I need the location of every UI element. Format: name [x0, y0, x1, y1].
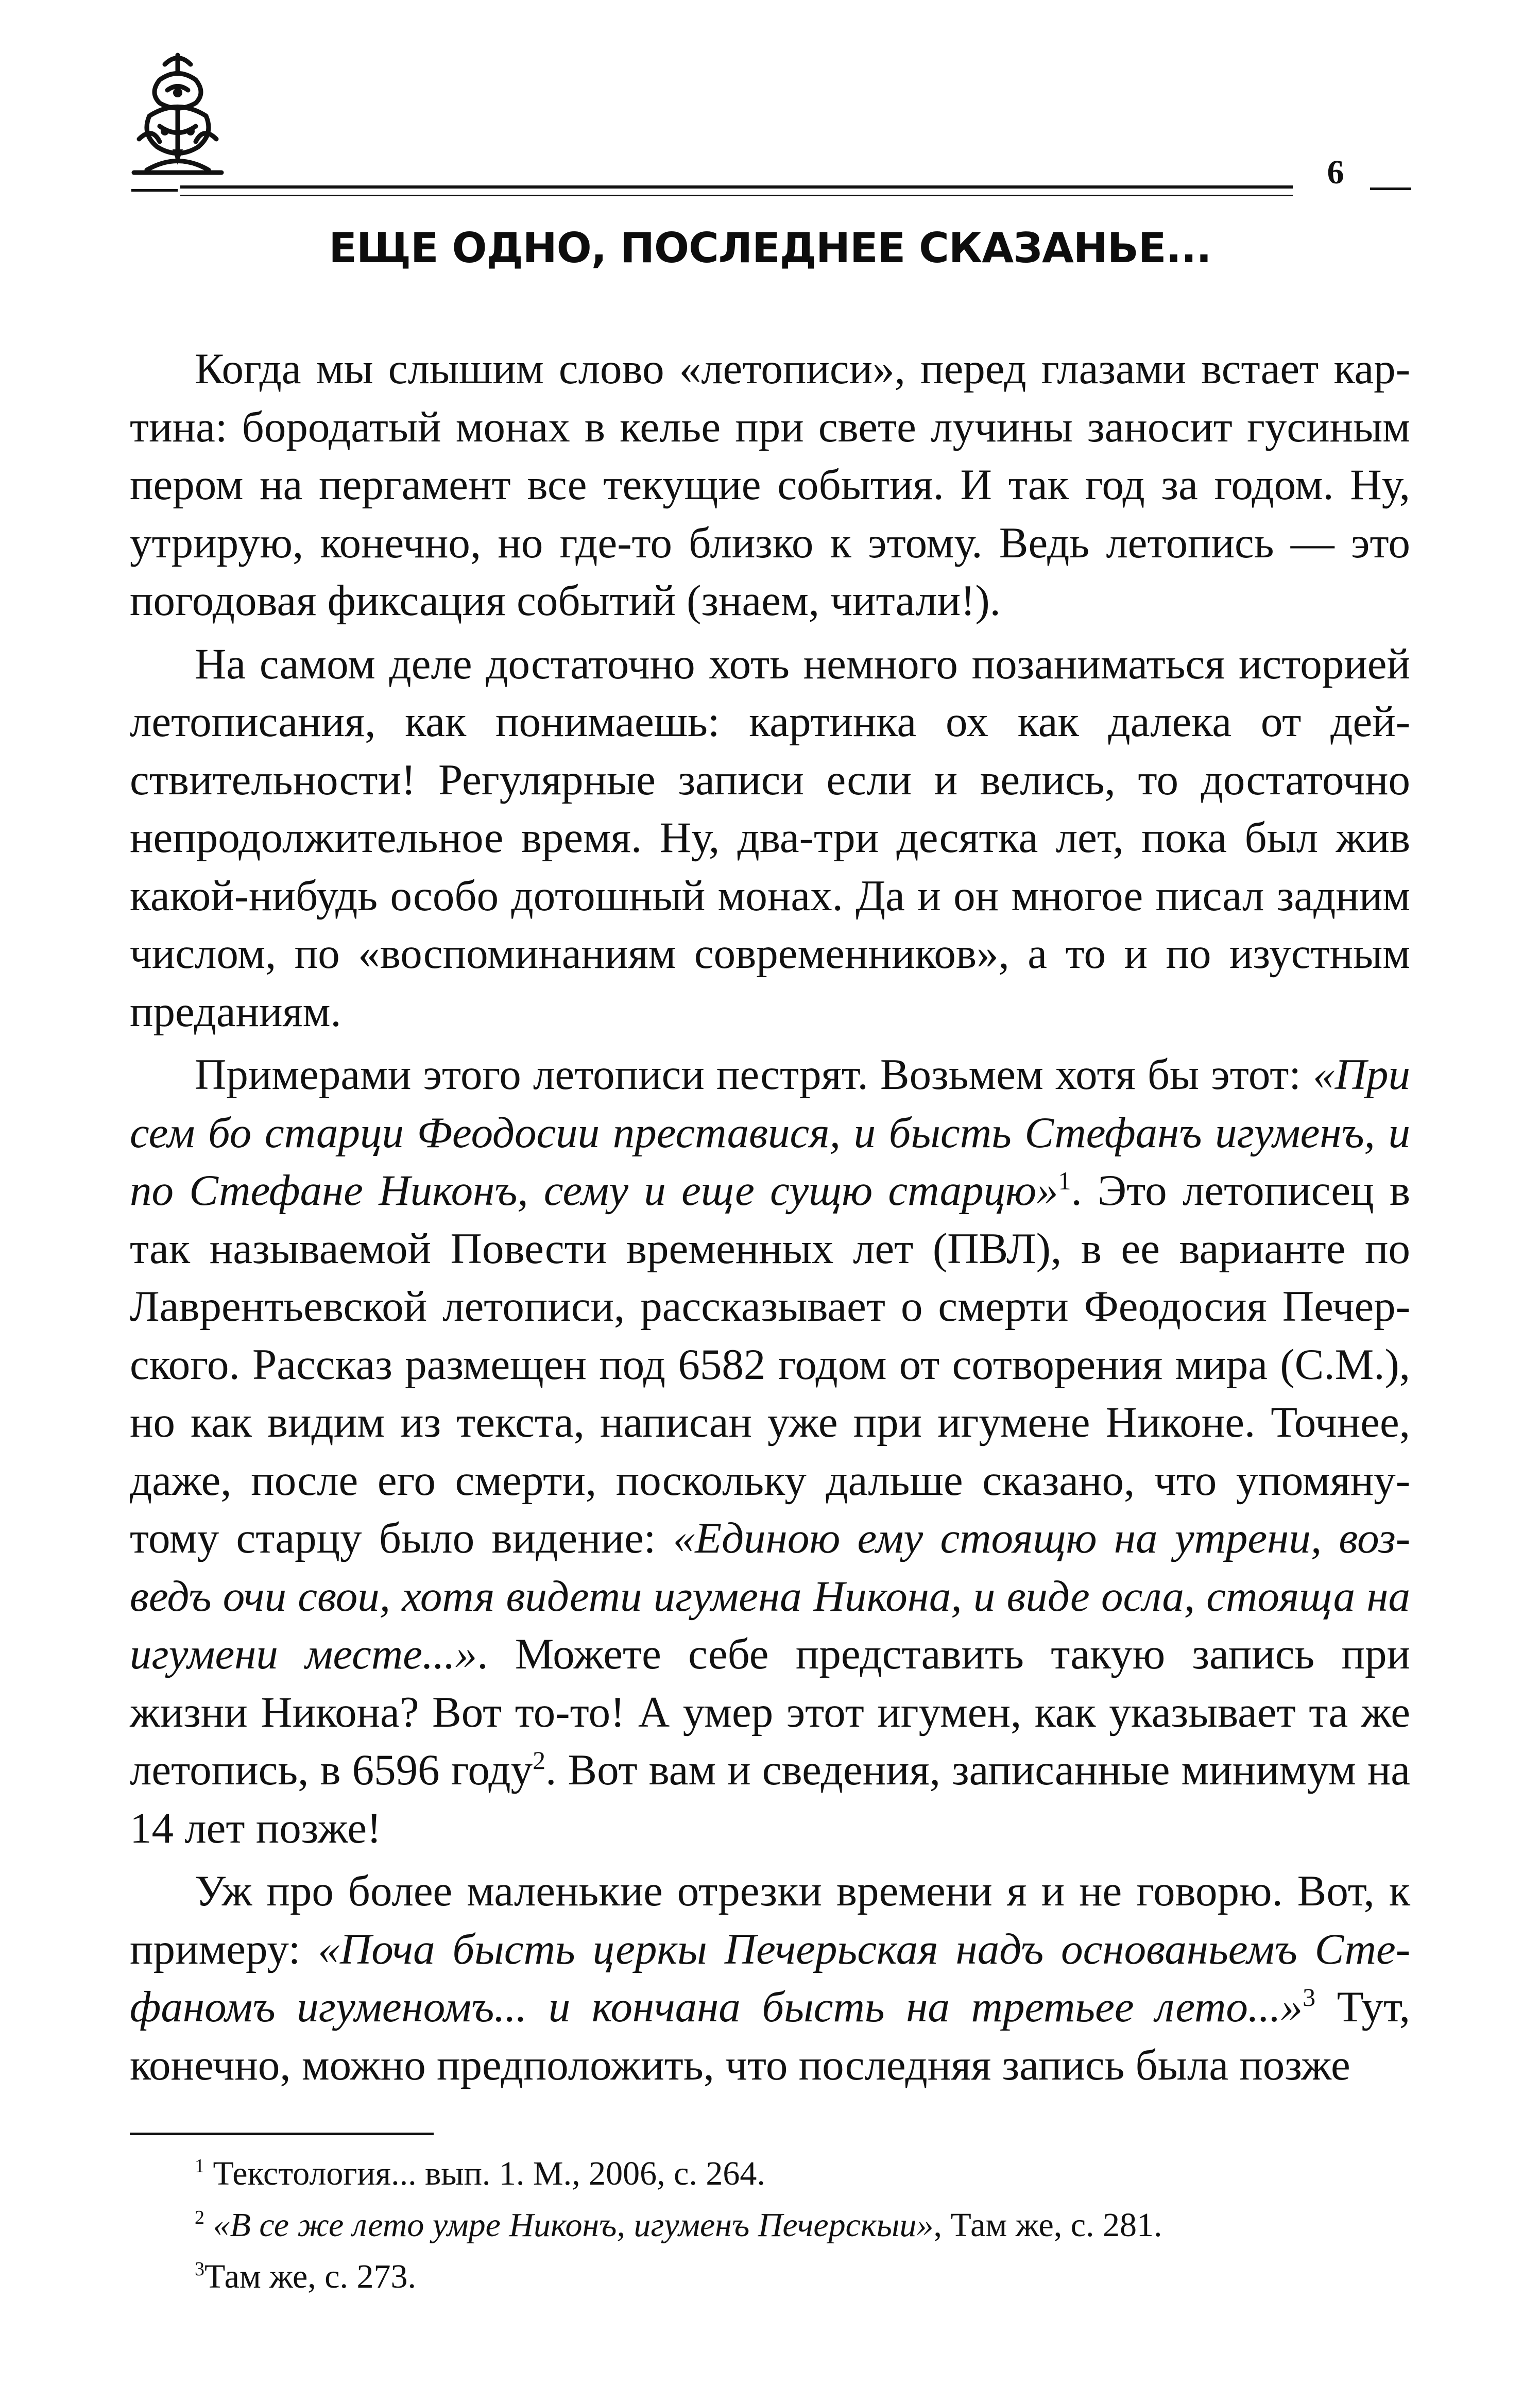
- footnotes: [130, 2148, 1410, 2303]
- page-number: 6: [1327, 154, 1344, 191]
- paragraph-4-text-a: Уж про более маленькие отрезки времени я и не говорю. Вот, к примеру:: [130, 1867, 1410, 1973]
- footnote-2: [130, 2200, 1410, 2251]
- footnote-3: [130, 2251, 1410, 2303]
- paragraph-3-text-b: . Это летописец в так называемой Повести временных лет (ПВЛ), в ее варианте по Лаврентьевской летописи, рассказывает о смерти Феодосия Печерского. Рассказ размещен под 6582 годом от сотворения мира (С.М.), но как видим из текста, написан уже при игумене Никоне. Точнее, даже, после его смерти, поскольку дальше сказано, что упомянутому старцу было видение:: [130, 1166, 1410, 1562]
- footnote-1: [130, 2148, 1410, 2200]
- footnote-1-number: 1: [195, 2155, 204, 2177]
- paragraph-3-text-d: . Вот вам и сведения, записанные минимум на 14 лет позже!: [130, 1746, 1410, 1852]
- decorative-knot-emblem-icon: [129, 49, 227, 178]
- footnote-1-text: Текстология... вып. 1. М., 2006, с. 264.: [213, 2155, 765, 2192]
- footnote-separator: [130, 2133, 434, 2135]
- footnote-2-quote: «В се же лето умре Никонъ, игуменъ Печерскыи»: [213, 2206, 934, 2244]
- chronicle-quote-2: «Единою ему стоящю на утрени, возведъ очи свои, хотя видети игумена Никона, и виде осла, стояща на игумени месте...»: [130, 1514, 1411, 1678]
- paragraph-2: На самом деле достаточно хоть немного позаниматься историей летописания, как понимаешь: картинка ох как далека от действительности! Регулярные записи если и велись, то достаточно непродолжительное время. Ну, два-три десятка лет, пока был жив какой-нибудь особо дотошный монах. Да и он многое писал задним числом, по «воспоминаниям современников», а то и по изустным преданиям.: [130, 639, 1410, 1036]
- footnote-ref-3: 3: [1303, 1983, 1316, 2012]
- footnote-3-text: Там же, с. 273.: [204, 2258, 417, 2295]
- paragraph-4: [130, 1862, 1410, 2094]
- chapter-title: ЕЩЕ ОДНО, ПОСЛЕДНЕЕ СКАЗАНЬЕ...: [329, 224, 1211, 272]
- header-rule-main-bottom: [180, 195, 1293, 196]
- paragraph-3-text-c: . Можете себе представить такую запись при жизни Никона? Вот то-то! А умер этот игумен, как указывает та же летопись, в 6596 году: [130, 1630, 1411, 1794]
- chronicle-quote-3: «Поча бысть церкы Печерьская надъ основаньемъ Стефаномъ игуменомъ... и кончана бысть на третьее лето...»: [130, 1924, 1410, 2031]
- paragraph-3-text-a: Примерами этого летописи пестрят. Возьмем хотя бы этот:: [195, 1050, 1313, 1099]
- paragraph-1: Когда мы слышим слово «летописи», перед глазами встает картина: бородатый монах в келье при свете лучины заносит гусиным пером на пергамент все текущие события. И так год за годом. Ну, утрирую, конечно, но где-то близко к этому. Ведь летопись — это погодовая фиксация событий (знаем, читали!).: [130, 345, 1410, 625]
- footnote-2-text: , Там же, с. 281.: [933, 2206, 1162, 2244]
- paragraph-4-text-b: Тут, конечно, можно предположить, что последняя запись была позже: [130, 1983, 1410, 2089]
- main-text: [130, 340, 1410, 2099]
- footnote-ref-1: 1: [1058, 1166, 1071, 1195]
- header-rule-left-short: [131, 189, 178, 192]
- chronicle-quote-1: «При сем бо старци Феодосии преставися, и бысть Стефанъ игуменъ, и по Стефане Никонъ, сему и еще сущю старцю»: [130, 1050, 1410, 1215]
- header-rule-right: [1370, 188, 1411, 190]
- paragraph-3: [130, 1046, 1410, 1857]
- header-rule-main-top: [180, 185, 1293, 189]
- footnote-2-number: 2: [195, 2207, 204, 2228]
- footnote-3-number: 3: [195, 2258, 204, 2280]
- footnote-ref-2: 2: [533, 1746, 546, 1775]
